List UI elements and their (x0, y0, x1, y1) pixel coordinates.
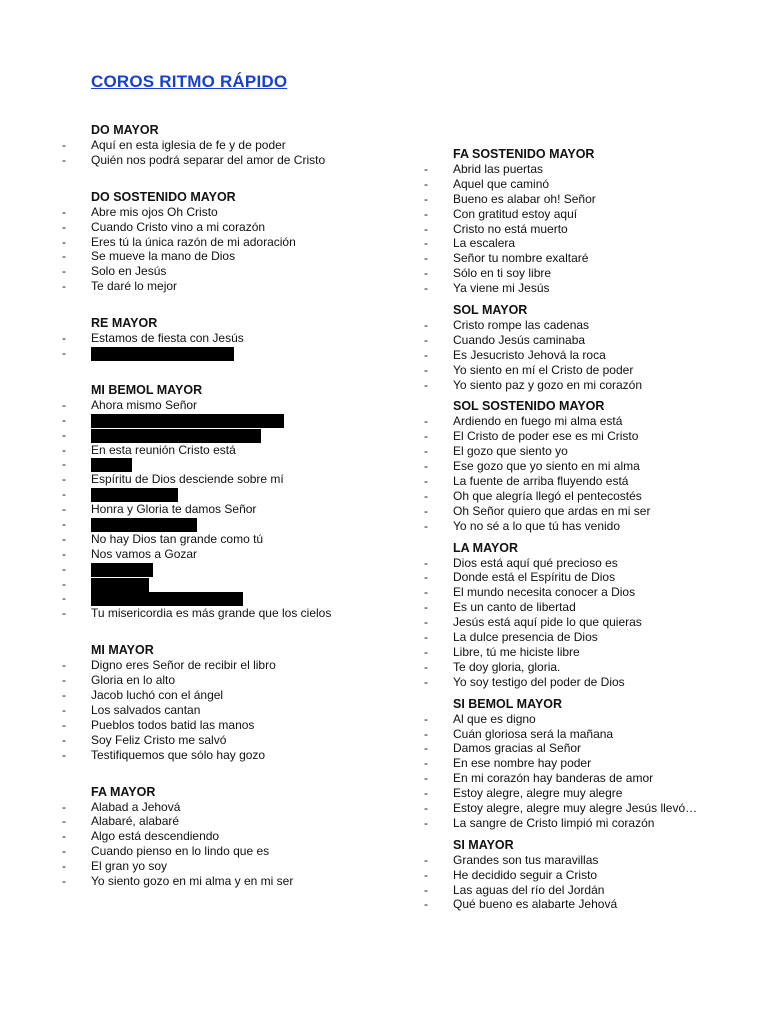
bullet-dash: - (62, 152, 66, 167)
list-item (424, 853, 754, 868)
bullet-dash: - (424, 251, 428, 266)
list-item (424, 660, 754, 675)
song-title: Quién nos podrá separar del amor de Cristo (91, 152, 326, 167)
list-item (424, 801, 754, 816)
bullet-dash: - (424, 644, 428, 659)
list-item (424, 222, 754, 237)
song-title: Jesús está aquí pide lo que quieras (453, 615, 642, 630)
list-item (62, 220, 392, 235)
list-item (424, 363, 754, 378)
bullet-dash: - (62, 606, 66, 621)
list-item (62, 829, 392, 844)
bullet-dash: - (62, 264, 66, 279)
bullet-dash: - (62, 412, 66, 427)
bullet-dash: - (62, 427, 66, 442)
list-item (62, 688, 392, 703)
key-section (424, 696, 754, 831)
song-title: Cuando Cristo vino a mi corazón (91, 219, 266, 234)
redaction-bar (91, 458, 132, 472)
song-title: Ahora mismo Señor (91, 397, 198, 412)
list-item (424, 192, 754, 207)
list-item (62, 235, 392, 250)
list-item (424, 504, 754, 519)
song-title: Qué bueno es alabarte Jehová (453, 897, 618, 912)
list-item (424, 756, 754, 771)
bullet-dash: - (62, 279, 66, 294)
list-item (62, 547, 392, 562)
key-section (424, 146, 754, 296)
song-title: El gran yo soy (91, 859, 168, 874)
bullet-dash: - (424, 318, 428, 333)
key-section (62, 189, 392, 294)
song-title: Cuando Jesús caminaba (453, 332, 586, 347)
song-title: Pueblos todos batid las manos (91, 717, 255, 732)
section-heading: DO SOSTENIDO MAYOR (91, 189, 236, 204)
song-title: Los salvados cantan (91, 702, 201, 717)
song-title: Sólo en ti soy libre (453, 266, 552, 281)
redaction-bar (91, 488, 178, 502)
bullet-dash: - (62, 472, 66, 487)
left-column (62, 122, 392, 889)
list-item (424, 236, 754, 251)
bullet-dash: - (424, 429, 428, 444)
list-item (424, 162, 754, 177)
song-title: Las aguas del río del Jordán (453, 882, 605, 897)
list-item (62, 264, 392, 279)
list-item (62, 279, 392, 294)
key-section (62, 784, 392, 889)
list-item (424, 615, 754, 630)
song-title: Yo siento en mí el Cristo de poder (453, 362, 634, 377)
bullet-dash: - (424, 221, 428, 236)
section-heading: FA SOSTENIDO MAYOR (453, 147, 595, 161)
bullet-dash: - (424, 741, 428, 756)
song-title: Señor tu nombre exaltaré (453, 251, 589, 266)
bullet-dash: - (424, 852, 428, 867)
right-column (424, 146, 754, 912)
list-item (424, 741, 754, 756)
key-section (62, 122, 392, 168)
song-title: Ya viene mi Jesús (453, 281, 550, 296)
list-item (62, 532, 392, 547)
song-title: Nos vamos a Gozar (91, 546, 198, 561)
list-item (62, 249, 392, 264)
bullet-dash: - (424, 236, 428, 251)
list-item (62, 562, 392, 577)
list-item (62, 814, 392, 829)
song-title: Eres tú la única razón de mi adoración (91, 234, 296, 249)
list-item (424, 177, 754, 192)
list-item (424, 868, 754, 883)
list-item (424, 519, 754, 534)
song-title: Abrid las puertas (453, 162, 544, 176)
song-title: Cristo no está muerto (453, 221, 568, 236)
document-title: COROS RITMO RÁPIDO (91, 72, 288, 91)
song-title: El mundo necesita conocer a Dios (453, 585, 636, 600)
song-title: La sangre de Cristo limpió mi corazón (453, 815, 655, 830)
key-section (62, 315, 392, 361)
song-title: Algo está descendiendo (91, 829, 220, 844)
redaction-bar (91, 592, 243, 606)
bullet-dash: - (424, 555, 428, 570)
song-title: Estoy alegre, alegre muy alegre (453, 786, 623, 801)
list-item (424, 570, 754, 585)
list-item (424, 318, 754, 333)
song-title: Tu misericordia es más grande que los cielos (91, 606, 332, 621)
section-heading: FA MAYOR (91, 784, 156, 799)
key-section (62, 382, 392, 621)
bullet-dash: - (424, 659, 428, 674)
bullet-dash: - (62, 397, 66, 412)
song-title: Al que es digno (453, 711, 536, 726)
bullet-dash: - (424, 867, 428, 882)
bullet-dash: - (62, 717, 66, 732)
song-title: Estoy alegre, alegre muy alegre Jesús llevó… (453, 800, 698, 815)
list-item (62, 673, 392, 688)
bullet-dash: - (424, 711, 428, 726)
song-title: Soy Feliz Cristo me salvó (91, 732, 227, 747)
song-title: Cuán gloriosa será la mañana (453, 726, 614, 741)
bullet-dash: - (62, 234, 66, 249)
bullet-dash: - (62, 249, 66, 264)
section-heading: SI MAYOR (453, 837, 514, 852)
bullet-dash: - (62, 799, 66, 814)
bullet-dash: - (424, 176, 428, 191)
redaction-bar (91, 347, 234, 361)
bullet-dash: - (424, 503, 428, 518)
bullet-dash: - (424, 800, 428, 815)
list-item (424, 645, 754, 660)
list-item (62, 472, 392, 487)
song-title: Alabad a Jehová (91, 799, 181, 814)
list-item (62, 748, 392, 763)
bullet-dash: - (62, 517, 66, 532)
bullet-dash: - (424, 585, 428, 600)
bullet-dash: - (62, 346, 66, 361)
list-item (424, 333, 754, 348)
section-heading: SOL MAYOR (453, 303, 528, 318)
song-title: En esta reunión Cristo está (91, 442, 236, 457)
list-item (62, 428, 392, 443)
bullet-dash: - (424, 444, 428, 459)
list-item (62, 331, 392, 346)
list-item (424, 474, 754, 489)
section-heading: LA MAYOR (453, 540, 519, 555)
bullet-dash: - (62, 561, 66, 576)
section-heading: RE MAYOR (91, 316, 158, 331)
bullet-dash: - (424, 615, 428, 630)
list-item (62, 844, 392, 859)
bullet-dash: - (62, 658, 66, 673)
bullet-dash: - (424, 362, 428, 377)
bullet-dash: - (424, 332, 428, 347)
song-title: Aquel que caminó (453, 176, 550, 191)
section-heading: MI MAYOR (91, 643, 154, 658)
song-title: Alabaré, alabaré (91, 814, 180, 829)
list-item (424, 585, 754, 600)
bullet-dash: - (62, 204, 66, 219)
bullet-dash: - (424, 786, 428, 801)
song-title: Es un canto de libertad (453, 600, 576, 615)
list-item (424, 266, 754, 281)
list-item (62, 703, 392, 718)
song-title: Grandes son tus maravillas (453, 852, 599, 867)
list-item (424, 281, 754, 296)
redaction-bar (91, 518, 197, 532)
list-item (62, 859, 392, 874)
bullet-dash: - (62, 702, 66, 717)
song-title: Testifiquemos que sólo hay gozo (91, 747, 266, 762)
section-heading: DO MAYOR (91, 123, 159, 137)
list-item (62, 457, 392, 472)
bullet-dash: - (62, 859, 66, 874)
redaction-bar (91, 563, 153, 577)
bullet-dash: - (62, 546, 66, 561)
song-title: Yo siento paz y gozo en mi corazón (453, 377, 643, 392)
bullet-dash: - (62, 844, 66, 859)
list-item (62, 502, 392, 517)
list-item (424, 771, 754, 786)
list-item (62, 517, 392, 532)
list-item (62, 398, 392, 413)
song-title: El gozo que siento yo (453, 444, 568, 459)
bullet-dash: - (62, 688, 66, 703)
key-section (424, 837, 754, 913)
song-title: Abre mis ojos Oh Cristo (91, 204, 218, 219)
song-title: La fuente de arriba fluyendo está (453, 474, 629, 489)
bullet-dash: - (62, 138, 66, 152)
section-heading: SI BEMOL MAYOR (453, 696, 563, 711)
bullet-dash: - (62, 442, 66, 457)
song-title: Libre, tú me hiciste libre (453, 644, 580, 659)
song-title: Yo soy testigo del poder de Dios (453, 674, 625, 689)
bullet-dash: - (62, 531, 66, 546)
bullet-dash: - (424, 815, 428, 830)
bullet-dash: - (424, 347, 428, 362)
list-item (424, 897, 754, 912)
list-item (424, 556, 754, 571)
list-item (424, 429, 754, 444)
redaction-bar (91, 429, 261, 443)
list-item (62, 346, 392, 361)
song-title: No hay Dios tan grande como tú (91, 531, 264, 546)
song-title: Cuando pienso en lo lindo que es (91, 844, 270, 859)
song-title: Se mueve la mano de Dios (91, 249, 236, 264)
bullet-dash: - (424, 191, 428, 206)
song-title: Honra y Gloria te damos Señor (91, 502, 257, 517)
song-title: Damos gracias al Señor (453, 741, 582, 756)
redaction-bar (91, 578, 149, 592)
bullet-dash: - (424, 206, 428, 221)
bullet-dash: - (62, 873, 66, 888)
bullet-dash: - (424, 459, 428, 474)
bullet-dash: - (424, 897, 428, 912)
song-title: Con gratitud estoy aquí (453, 206, 578, 221)
bullet-dash: - (424, 518, 428, 533)
bullet-dash: - (424, 474, 428, 489)
bullet-dash: - (62, 331, 66, 346)
song-title: La dulce presencia de Dios (453, 630, 598, 645)
list-item (62, 413, 392, 428)
song-title: Estamos de fiesta con Jesús (91, 331, 244, 346)
list-item (424, 251, 754, 266)
song-title: La escalera (453, 236, 516, 251)
list-item (62, 443, 392, 458)
song-title: Aquí en esta iglesia de fe y de poder (91, 138, 286, 152)
list-item (424, 816, 754, 831)
bullet-dash: - (424, 882, 428, 897)
section-heading: MI BEMOL MAYOR (91, 382, 203, 397)
bullet-dash: - (424, 630, 428, 645)
redaction-bar (91, 414, 284, 428)
list-item (424, 675, 754, 690)
list-item (62, 138, 392, 153)
section-heading: SOL SOSTENIDO MAYOR (453, 399, 605, 414)
bullet-dash: - (62, 673, 66, 688)
list-item (62, 874, 392, 889)
list-item (62, 591, 392, 606)
song-title: Oh Señor quiero que ardas en mi ser (453, 503, 651, 518)
key-section (424, 398, 754, 533)
song-title: Gloria en lo alto (91, 673, 176, 688)
bullet-dash: - (62, 219, 66, 234)
bullet-dash: - (62, 814, 66, 829)
list-item (62, 606, 392, 621)
song-title: Yo siento gozo en mi alma y en mi ser (91, 873, 294, 888)
list-item (424, 459, 754, 474)
song-title: Cristo rompe las cadenas (453, 318, 590, 333)
bullet-dash: - (424, 377, 428, 392)
song-title: En ese nombre hay poder (453, 756, 592, 771)
song-title: Yo no sé a lo que tú has venido (453, 518, 621, 533)
song-title: Es Jesucristo Jehová la roca (453, 347, 606, 362)
song-title: Oh que alegría llegó el pentecostés (453, 488, 642, 503)
list-item (424, 600, 754, 615)
bullet-dash: - (62, 502, 66, 517)
list-item (62, 487, 392, 502)
list-item (62, 153, 392, 168)
bullet-dash: - (424, 281, 428, 296)
bullet-dash: - (62, 747, 66, 762)
bullet-dash: - (424, 756, 428, 771)
song-title: Ardiendo en fuego mi alma está (453, 414, 623, 429)
bullet-dash: - (424, 414, 428, 429)
bullet-dash: - (424, 674, 428, 689)
bullet-dash: - (424, 570, 428, 585)
song-title: Donde está el Espíritu de Dios (453, 570, 616, 585)
list-item (424, 207, 754, 222)
song-title: En mi corazón hay banderas de amor (453, 771, 654, 786)
bullet-dash: - (424, 162, 428, 176)
bullet-dash: - (424, 726, 428, 741)
bullet-dash: - (62, 576, 66, 591)
key-section (424, 302, 754, 392)
song-title: Ese gozo que yo siento en mi alma (453, 459, 640, 474)
list-item (62, 800, 392, 815)
song-title: Espíritu de Dios desciende sobre mí (91, 472, 284, 487)
song-title: Bueno es alabar oh! Señor (453, 191, 596, 206)
bullet-dash: - (424, 771, 428, 786)
list-item (424, 630, 754, 645)
song-title: Dios está aquí qué precioso es (453, 555, 618, 570)
bullet-dash: - (62, 487, 66, 502)
list-item (424, 712, 754, 727)
song-title: Te doy gloria, gloria. (453, 659, 561, 674)
song-title: Digno eres Señor de recibir el libro (91, 658, 276, 673)
bullet-dash: - (424, 600, 428, 615)
list-item (424, 489, 754, 504)
list-item (62, 205, 392, 220)
song-title: Te daré lo mejor (91, 279, 178, 294)
song-title: He decidido seguir a Cristo (453, 867, 598, 882)
list-item (424, 883, 754, 898)
bullet-dash: - (424, 488, 428, 503)
bullet-dash: - (62, 829, 66, 844)
key-section (424, 540, 754, 690)
bullet-dash: - (62, 591, 66, 606)
list-item (62, 658, 392, 673)
song-title: Solo en Jesús (91, 264, 167, 279)
list-item (424, 786, 754, 801)
list-item (424, 348, 754, 363)
key-section (62, 642, 392, 762)
song-title: El Cristo de poder ese es mi Cristo (453, 429, 639, 444)
list-item (424, 378, 754, 393)
bullet-dash: - (62, 732, 66, 747)
bullet-dash: - (424, 266, 428, 281)
song-title: Jacob luchó con el ángel (91, 688, 224, 703)
bullet-dash: - (62, 457, 66, 472)
list-item (62, 718, 392, 733)
list-item (424, 444, 754, 459)
list-item (424, 727, 754, 742)
list-item (62, 733, 392, 748)
list-item (62, 577, 392, 592)
list-item (424, 414, 754, 429)
